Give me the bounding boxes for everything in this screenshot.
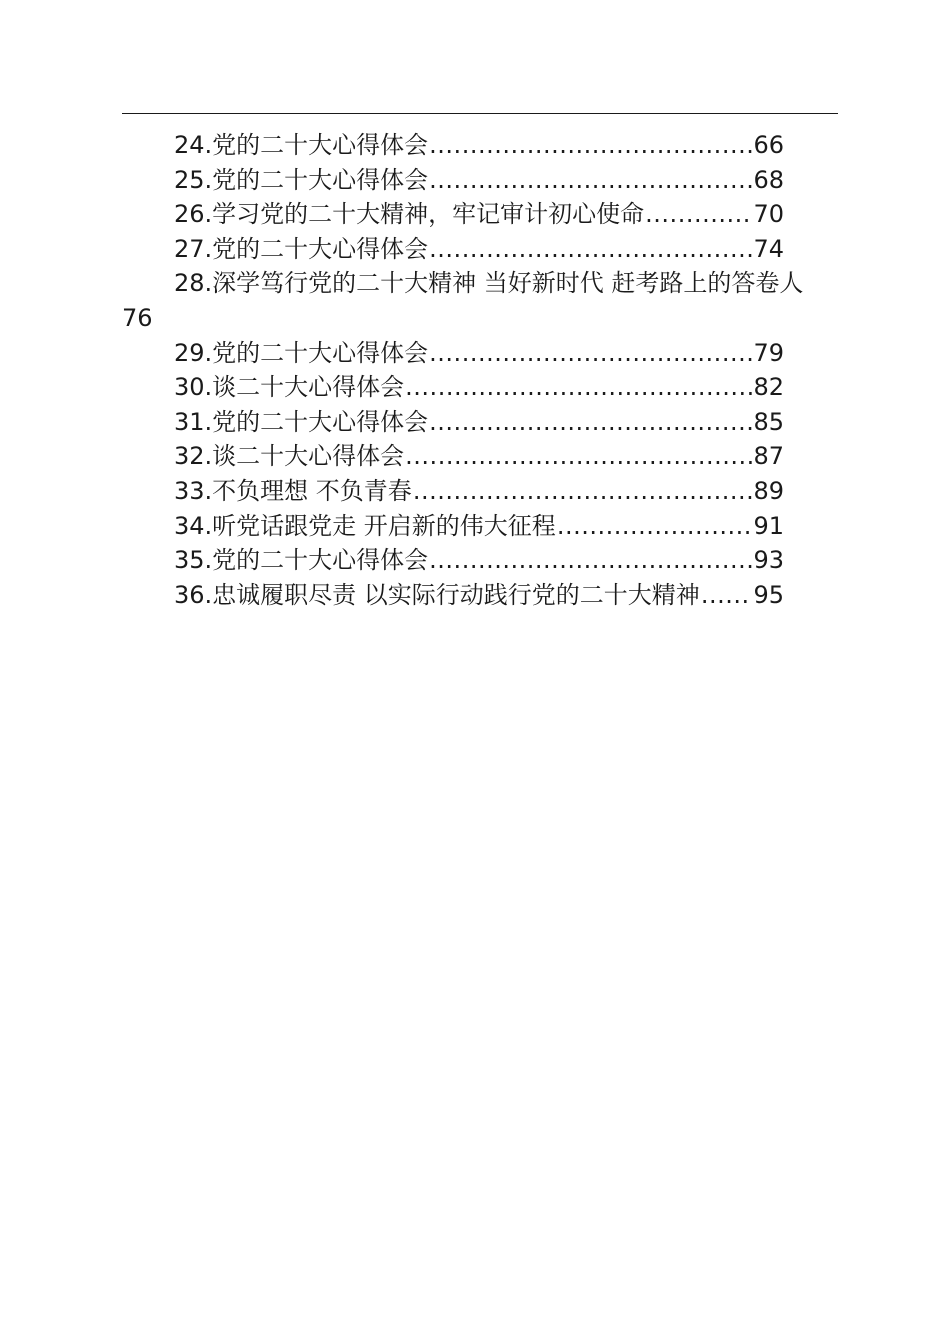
toc-entry-number: 36.	[174, 580, 213, 609]
toc-entry-number: 35.	[174, 546, 213, 575]
toc-entry-number: 26.	[174, 200, 213, 229]
toc-entry-26[interactable]	[122, 197, 838, 232]
toc-entry-28[interactable]	[122, 266, 838, 335]
toc-dot-leader	[429, 543, 752, 578]
toc-entry-31[interactable]	[122, 405, 838, 440]
toc-entry-36[interactable]	[122, 578, 838, 613]
toc-entry-page: 74	[753, 234, 784, 263]
toc-entry-page: 68	[753, 165, 784, 194]
toc-entry-title: 忠诚履职尽责 以实际行动践行党的二十大精神	[212, 580, 700, 609]
toc-dot-leader	[557, 509, 753, 544]
toc-entry-27[interactable]	[122, 232, 838, 267]
toc-entry-number: 25.	[174, 165, 213, 194]
toc-entry-34[interactable]	[122, 509, 838, 544]
table-of-contents	[122, 128, 838, 612]
toc-dot-leader	[701, 578, 753, 613]
toc-entry-title: 党的二十大心得体会	[212, 546, 429, 575]
header-rule	[122, 113, 838, 114]
toc-dot-leader	[429, 336, 752, 371]
toc-entry-page: 87	[753, 442, 784, 471]
toc-dot-leader	[429, 405, 752, 440]
toc-entry-page: 76	[122, 303, 153, 332]
toc-entry-number: 27.	[174, 234, 213, 263]
toc-entry-title: 谈二十大心得体会	[212, 373, 405, 402]
toc-entry-title: 党的二十大心得体会	[212, 338, 429, 367]
toc-dot-leader	[405, 439, 752, 474]
toc-entry-page: 70	[753, 200, 784, 229]
toc-dot-leader	[645, 197, 752, 232]
toc-entry-title: 党的二十大心得体会	[212, 131, 429, 159]
toc-entry-title: 学习党的二十大精神，牢记审计初心使命	[212, 200, 645, 229]
toc-dot-leader	[413, 474, 753, 509]
toc-entry-title: 不负理想 不负青春	[212, 476, 412, 505]
toc-entry-number: 31.	[174, 407, 213, 436]
toc-entry-title: 党的二十大心得体会	[212, 407, 429, 436]
toc-entry-page: 85	[753, 407, 784, 436]
toc-entry-page: 79	[753, 338, 784, 367]
toc-entry-page: 91	[753, 511, 784, 540]
toc-entry-title: 党的二十大心得体会	[212, 234, 429, 263]
toc-entry-title: 谈二十大心得体会	[212, 442, 405, 471]
toc-entry-page: 95	[753, 580, 784, 609]
toc-entry-number: 34.	[174, 511, 213, 540]
toc-dot-leader	[429, 128, 752, 163]
toc-entry-page: 66	[753, 131, 784, 159]
toc-dot-leader	[429, 232, 752, 267]
toc-entry-title: 党的二十大心得体会	[212, 165, 429, 194]
toc-entry-number: 29.	[174, 338, 213, 367]
toc-dot-leader	[429, 163, 752, 198]
toc-entry-page: 93	[753, 546, 784, 575]
toc-entry-35[interactable]	[122, 543, 838, 578]
toc-entry-number: 32.	[174, 442, 213, 471]
toc-entry-number: 28.	[174, 269, 213, 298]
toc-entry-25[interactable]	[122, 163, 838, 198]
toc-entry-page: 89	[753, 476, 784, 505]
toc-entry-number: 24.	[174, 131, 213, 159]
toc-entry-33[interactable]	[122, 474, 838, 509]
toc-entry-29[interactable]	[122, 336, 838, 371]
toc-entry-30[interactable]	[122, 370, 838, 405]
toc-entry-32[interactable]	[122, 439, 838, 474]
toc-dot-leader	[405, 370, 752, 405]
toc-entry-number: 30.	[174, 373, 213, 402]
toc-entry-24[interactable]	[122, 128, 838, 163]
toc-entry-number: 33.	[174, 476, 213, 505]
toc-entry-page: 82	[753, 373, 784, 402]
toc-entry-title: 听党话跟党走 开启新的伟大征程	[212, 511, 556, 540]
toc-entry-title: 深学笃行党的二十大精神 当好新时代 赶考路上的答卷人	[212, 269, 804, 298]
